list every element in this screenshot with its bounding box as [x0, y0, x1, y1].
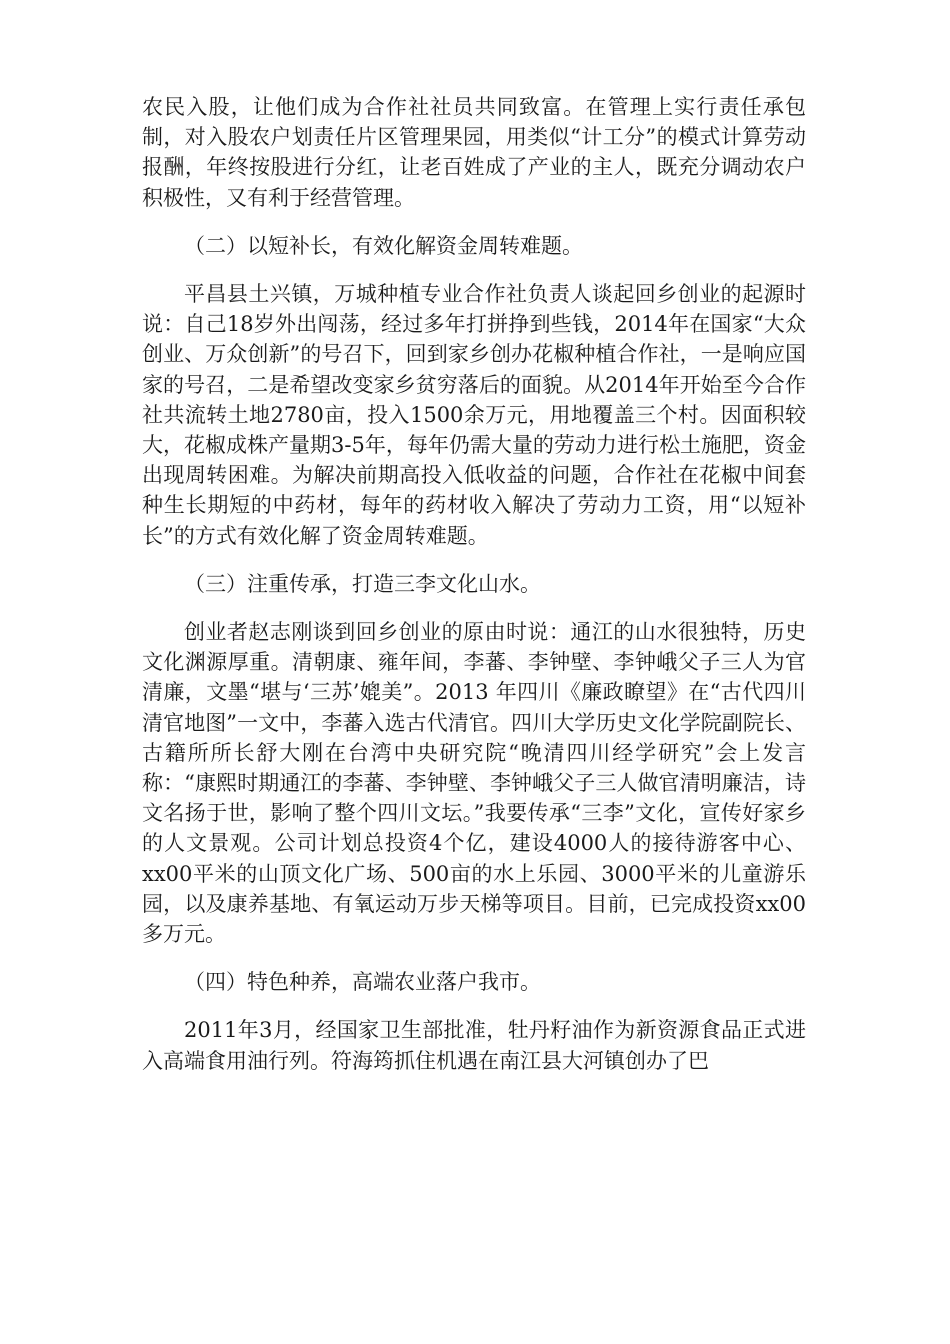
paragraph-gap — [142, 949, 806, 967]
paragraph-gap — [142, 551, 806, 569]
paragraph-gap — [142, 261, 806, 279]
section-heading-3: （三）注重传承，打造三李文化山水。 — [184, 571, 541, 596]
paragraph-gap — [142, 997, 806, 1015]
section-heading-2: （二）以短补长，有效化解资金周转难题。 — [184, 233, 583, 258]
section-heading-4: （四）特色种养，高端农业落户我市。 — [184, 970, 541, 995]
document-body — [142, 92, 806, 1076]
paragraph-gap — [142, 599, 806, 617]
paragraph-body: 2011年3月，经国家卫生部批准，牡丹籽油作为新资源食品正式进入高端食用油行列。符海筠抓住机遇在南江县大河镇创办了巴 — [142, 1018, 806, 1073]
paragraph-continued: 农民入股，让他们成为合作社社员共同致富。在管理上实行责任承包制，对入股农户划责任片区管理果园，用类似“计工分”的模式计算劳动报酬，年终按股进行分红，让老百姓成了产业的主人，既充分调动农户积极性，又有利于经营管理。 — [142, 95, 806, 210]
paragraph-body: 平昌县土兴镇，万城种植专业合作社负责人谈起回乡创业的起源时说：自己18岁外出闯荡，经过多年打拼挣到些钱，2014年在国家“大众创业、万众创新”的号召下，回到家乡创办花椒种植合作社，一是响应国家的号召，二是希望改变家乡贫穷落后的面貌。从2014年开始至今合作社共流转土地2780亩，投入1500余万元，用地覆盖三个村。因面积较大，花椒成株产量期3-5年，每年仍需大量的劳动力进行松土施肥，资金出现周转困难。为解决前期高投入低收益的问题，合作社在花椒中间套种生长期短的中药材，每年的药材收入解决了劳动力工资，用“以短补长”的方式有效化解了资金周转难题。 — [142, 282, 806, 548]
paragraph-gap — [142, 213, 806, 231]
paragraph-body: 创业者赵志刚谈到回乡创业的原由时说：通江的山水很独特，历史文化渊源厚重。清朝康、雍年间，李蕃、李钟壁、李钟峨父子三人为官清廉，文墨“堪与‘三苏’媲美”。2013 年四川《廉政瞭望》在“古代四川清官地图”一文中，李蕃入选古代清官。四川大学历史文化学院副院长、古籍所所长舒大刚在台湾中央研究院“晚清四川经学研究”会上发言称：“康熙时期通江的李蕃、李钟壁、李钟峨父子三人做官清明廉洁，诗文名扬于世，影响了整个四川文坛。”我要传承“三李”文化，宣传好家乡的人文景观。公司计划总投资4个亿，建设4000人的接待游客中心、xx00平米的山顶文化广场、500亩的水上乐园、3000平米的儿童游乐园，以及康养基地、有氧运动万步天梯等项目。目前，已完成投资xx00多万元。 — [142, 620, 806, 947]
